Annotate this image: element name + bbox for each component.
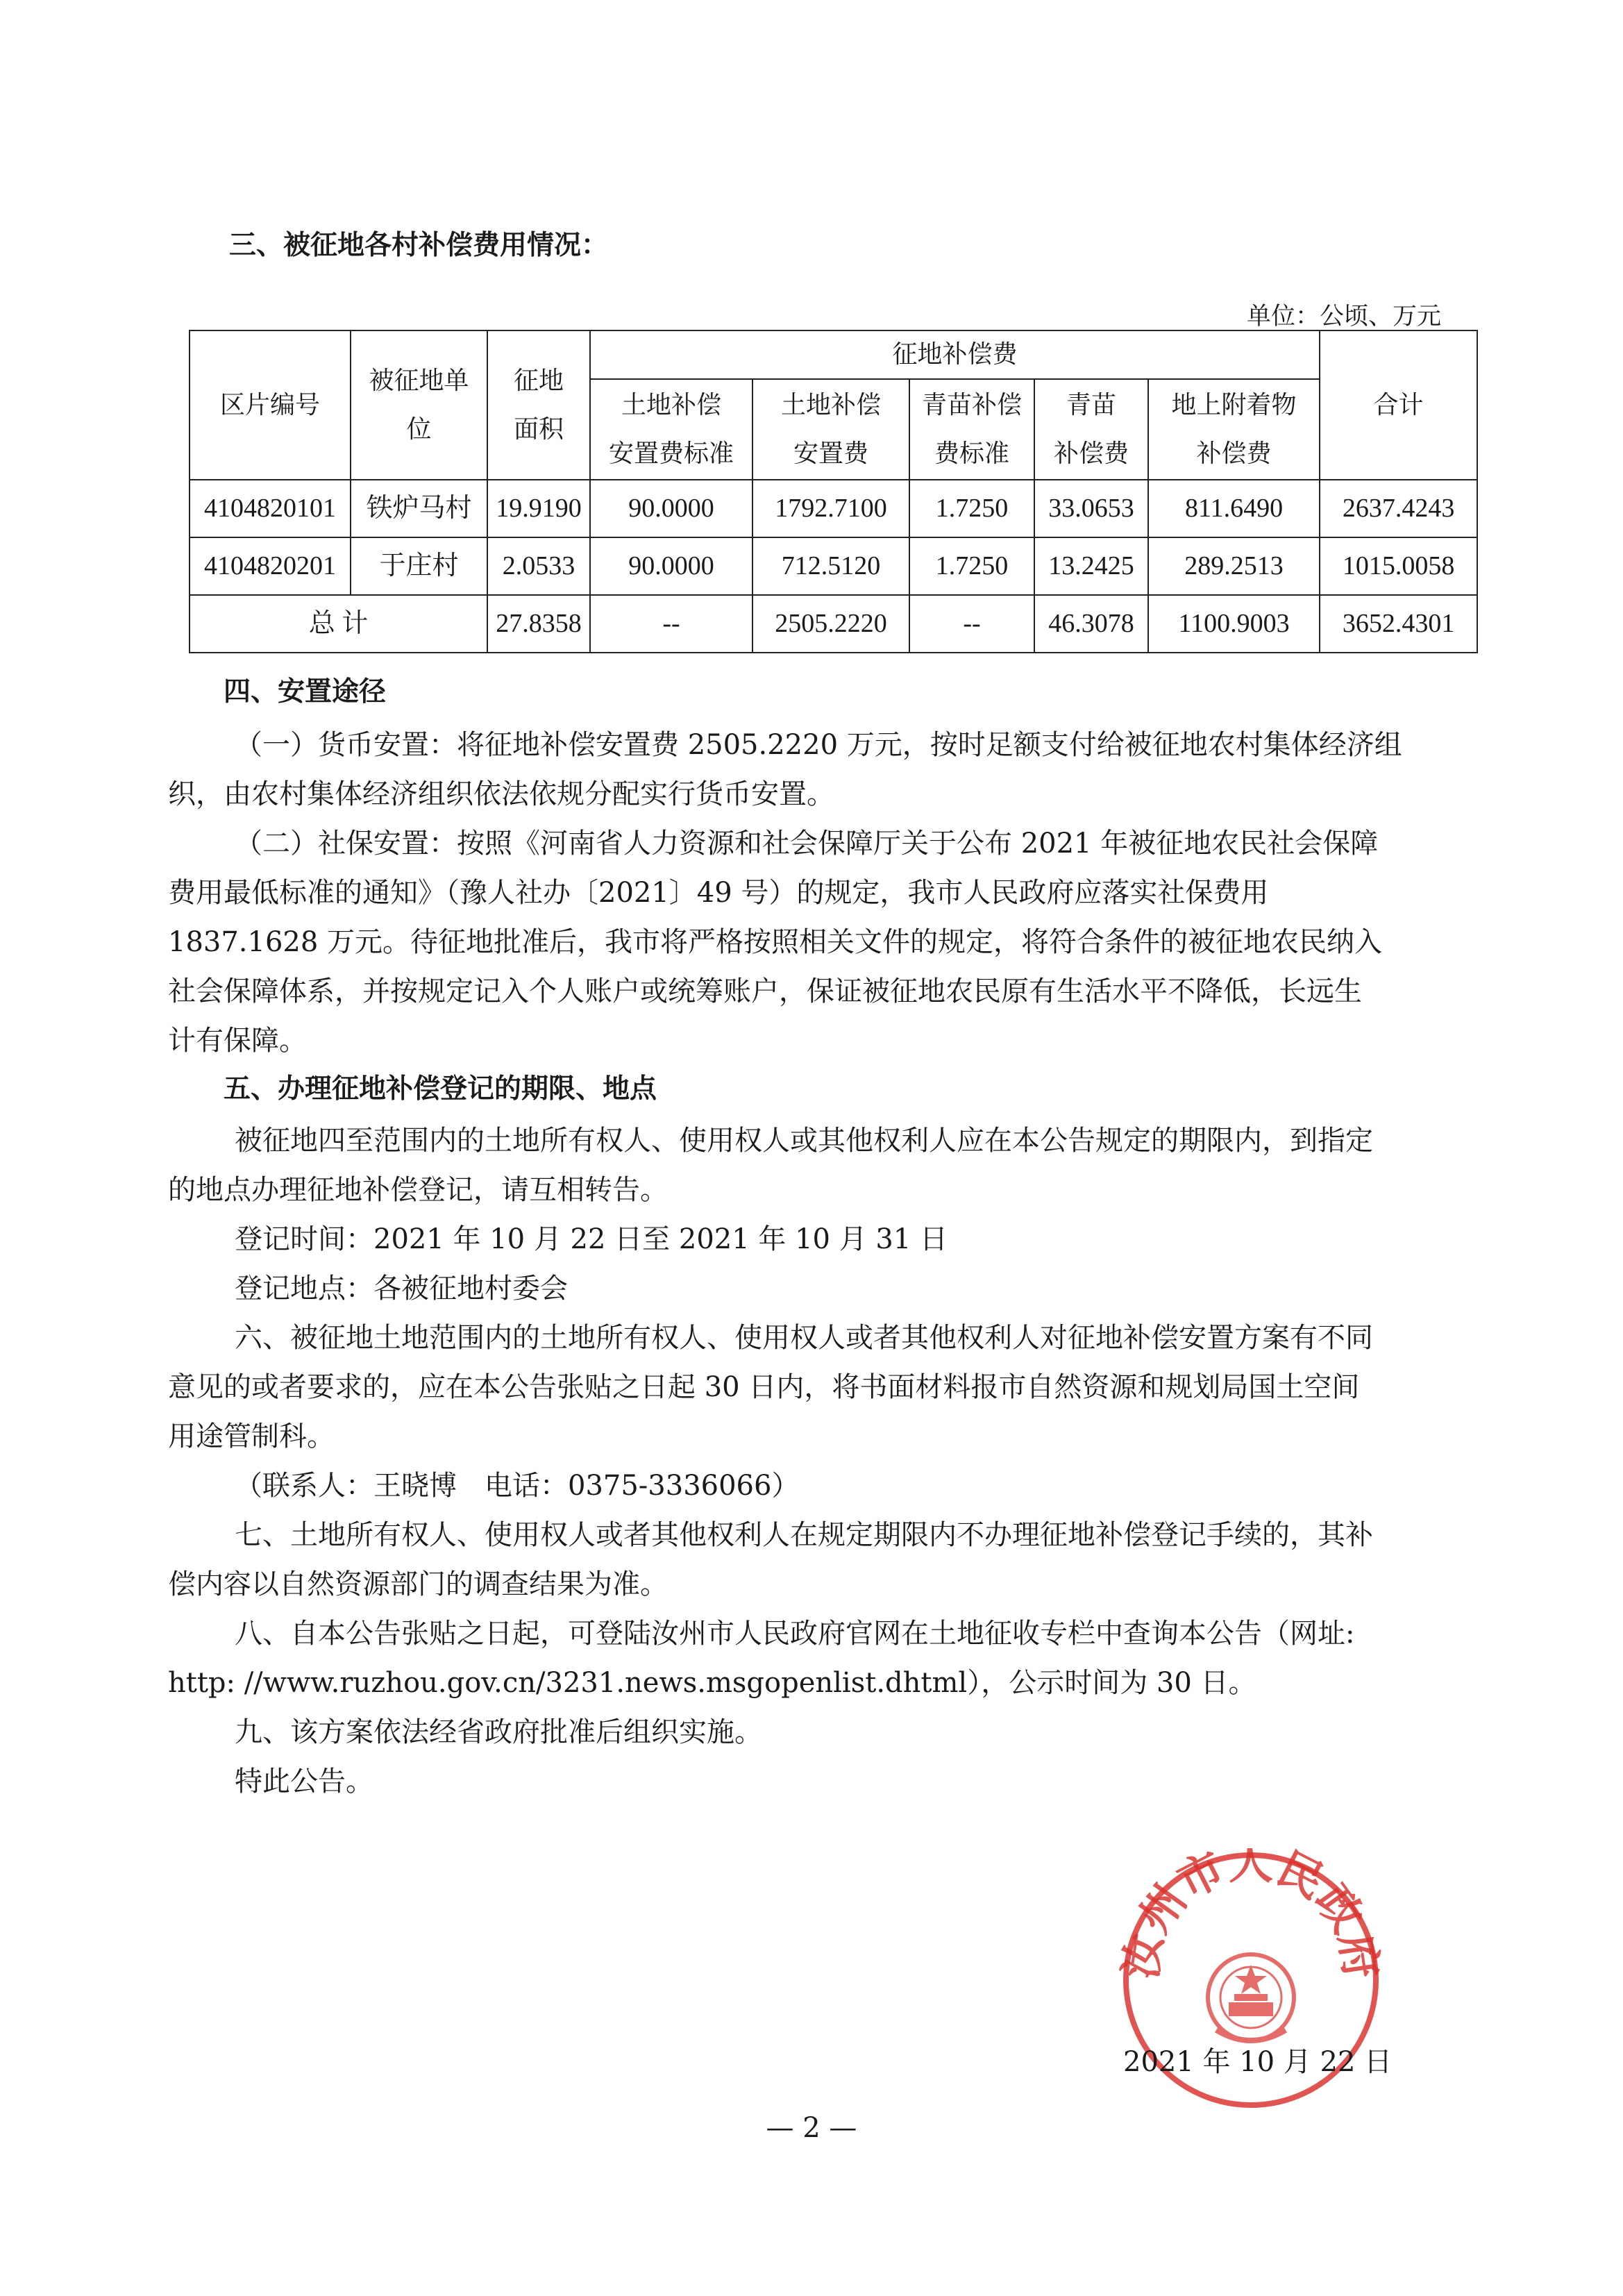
header-unit: 被征地单 位 xyxy=(351,330,487,480)
text-line: 1837.1628 万元。待征地批准后，我市将严格按照相关文件的规定，将符合条件的被征地农民纳入 xyxy=(168,926,1383,958)
section-3-title: 三、被征地各村补偿费用情况： xyxy=(229,230,609,261)
registration-time: 登记时间：2021 年 10 月 22 日至 2021 年 10 月 31 日 xyxy=(235,1223,948,1255)
table-cell: 铁炉马村 xyxy=(351,480,487,537)
paragraph-unregistered xyxy=(168,1511,1494,1609)
website-url: http: //www.ruzhou.gov.cn/3231.news.msgopenlist.dhtml），公示时间为 30 日。 xyxy=(168,1667,1256,1699)
paragraph-monetary-placement xyxy=(168,721,1494,819)
header-land-standard: 土地补偿 安置费标准 xyxy=(590,379,752,480)
table-cell: 712.5120 xyxy=(752,537,909,595)
table-cell: 27.8358 xyxy=(487,595,590,653)
header-area: 征地 面积 xyxy=(487,330,590,480)
text-line: 计有保障。 xyxy=(168,1025,307,1057)
text-line: 六、被征地土地范围内的土地所有权人、使用权人或者其他权利人对征地补偿安置方案有不同 xyxy=(235,1322,1373,1354)
table-row xyxy=(190,537,1477,595)
table-unit-label: 单位：公顷、万元 xyxy=(1246,303,1441,330)
table-total-row xyxy=(190,595,1477,653)
table-row xyxy=(190,480,1477,537)
header-land-fee: 土地补偿 安置费 xyxy=(752,379,909,480)
table-cell: 4104820201 xyxy=(190,537,351,595)
text-line: 织，由农村集体经济组织依法依规分配实行货币安置。 xyxy=(168,778,834,810)
section-5-title: 五、办理征地补偿登记的期限、地点 xyxy=(224,1073,657,1105)
section-4-title: 四、安置途径 xyxy=(224,676,387,707)
table-cell: 2.0533 xyxy=(487,537,590,595)
table-cell: 46.3078 xyxy=(1034,595,1148,653)
text-line: 被征地四至范围内的土地所有权人、使用权人或其他权利人应在本公告规定的期限内，到指定 xyxy=(235,1125,1373,1157)
header-compensation-group: 征地补偿费 xyxy=(590,330,1320,379)
text-line: 用途管制科。 xyxy=(168,1421,335,1452)
contact-info: （联系人：王晓博 电话：0375-3336066） xyxy=(235,1470,800,1502)
table-cell: 19.9190 xyxy=(487,480,590,537)
text-line: （二）社保安置：按照《河南省人力资源和社会保障厅关于公布 2021 年被征地农民社会保障 xyxy=(235,828,1379,860)
table-cell: 2505.2220 xyxy=(752,595,909,653)
header-total: 合计 xyxy=(1320,330,1477,480)
table-cell: -- xyxy=(590,595,752,653)
paragraph-objections xyxy=(168,1314,1494,1511)
table-header-row-1 xyxy=(190,330,1477,379)
page-number: — 2 — xyxy=(766,2112,857,2144)
paragraph-social-security-placement xyxy=(168,819,1494,1066)
header-crop-fee: 青苗 补偿费 xyxy=(1034,379,1148,480)
compensation-table xyxy=(189,330,1478,653)
text-line: （一）货币安置：将征地补偿安置费 2505.2220 万元，按时足额支付给被征地农村集体经济组 xyxy=(235,729,1402,761)
text-line: 八、自本公告张贴之日起，可登陆汝州市人民政府官网在土地征收专栏中查询本公告（网址: xyxy=(235,1618,1355,1650)
header-attachment-fee: 地上附着物 补偿费 xyxy=(1148,379,1320,480)
table-cell: 1015.0058 xyxy=(1320,537,1477,595)
text-line: 偿内容以自然资源部门的调查结果为准。 xyxy=(168,1568,668,1600)
table-cell: 13.2425 xyxy=(1034,537,1148,595)
total-label: 总 计 xyxy=(190,595,487,653)
text-line: 的地点办理征地补偿登记，请互相转告。 xyxy=(168,1174,668,1206)
text-line: 费用最低标准的通知》（豫人社办〔2021〕49 号）的规定，我市人民政府应落实社保费用 xyxy=(168,877,1269,909)
table-cell: 90.0000 xyxy=(590,480,752,537)
text-line: 特此公告。 xyxy=(235,1766,373,1798)
paragraph-online-query xyxy=(168,1609,1494,1708)
text-line: 七、土地所有权人、使用权人或者其他权利人在规定期限内不办理征地补偿登记手续的，其补 xyxy=(235,1519,1373,1551)
table-cell: 811.6490 xyxy=(1148,480,1320,537)
table-cell: 33.0653 xyxy=(1034,480,1148,537)
table-cell: 289.2513 xyxy=(1148,537,1320,595)
table-cell: 2637.4243 xyxy=(1320,480,1477,537)
table-cell: 1.7250 xyxy=(909,480,1034,537)
text-line: 社会保障体系，并按规定记入个人账户或统筹账户，保证被征地农民原有生活水平不降低，长远生 xyxy=(168,975,1362,1007)
text-line: 九、该方案依法经省政府批准后组织实施。 xyxy=(235,1716,762,1748)
issue-date: 2021 年 10 月 22 日 xyxy=(1123,2046,1393,2078)
text-line: 意见的或者要求的，应在本公告张贴之日起 30 日内，将书面材料报市自然资源和规划局国土空间 xyxy=(168,1371,1360,1403)
paragraph-closing xyxy=(168,1708,1494,1807)
svg-text:汝州市人民政府 xyxy=(1119,1848,1383,1982)
national-emblem-icon xyxy=(1208,1954,1294,2041)
table-cell: 90.0000 xyxy=(590,537,752,595)
table-cell: 1100.9003 xyxy=(1148,595,1320,653)
paragraph-registration xyxy=(168,1116,1494,1314)
table-cell: 1792.7100 xyxy=(752,480,909,537)
table-cell: 1.7250 xyxy=(909,537,1034,595)
table-cell: 4104820101 xyxy=(190,480,351,537)
registration-place: 登记地点：各被征地村委会 xyxy=(235,1273,568,1305)
table-cell: -- xyxy=(909,595,1034,653)
header-crop-standard: 青苗补偿 费标准 xyxy=(909,379,1034,480)
seal-text: 汝州市人民政府 xyxy=(1119,1848,1383,1982)
table-cell: 3652.4301 xyxy=(1320,595,1477,653)
table-cell: 于庄村 xyxy=(351,537,487,595)
header-zone-code: 区片编号 xyxy=(190,330,351,480)
